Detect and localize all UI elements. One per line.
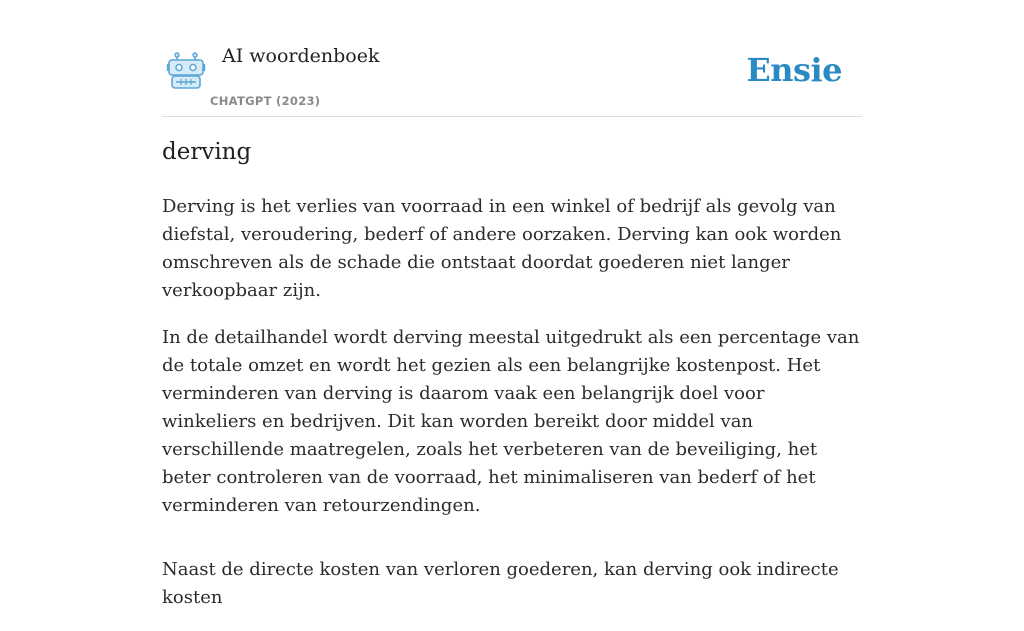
source-header <box>162 40 862 117</box>
definition-body <box>162 193 862 631</box>
definition-paragraph: In de detailhandel wordt derving meestal uitgedrukt als een percentage van de totale omzet en wordt het gezien als een belangrijke kostenpost. Het verminderen van derving is daarom vaak een belangrijk doel voor winkeliers en bedrijven. Dit kan worden bereikt door middel van verschillende maatregelen, zoals het verbeteren van de beveiliging, het beter controleren van de voorraad, het minimaliseren van bederf of het verminderen van retourzendingen. <box>162 327 860 516</box>
source-title[interactable]: AI woordenboek <box>222 45 380 67</box>
headword: derving <box>162 139 252 165</box>
source-subtitle: CHATGPT (2023) <box>210 94 321 108</box>
definition-paragraph: Naast de directe kosten van verloren goederen, kan derving ook indirecte kosten <box>162 559 839 608</box>
definition-paragraph: Derving is het verlies van voorraad in een winkel of bedrijf als gevolg van diefstal, veroudering, bederf of andere oorzaken. Derving kan ook worden omschreven als de schade die ontstaat doordat goederen niet langer verkoopbaar zijn. <box>162 196 842 301</box>
ensie-logo[interactable]: Ensie <box>746 51 842 89</box>
robot-icon <box>166 52 206 90</box>
